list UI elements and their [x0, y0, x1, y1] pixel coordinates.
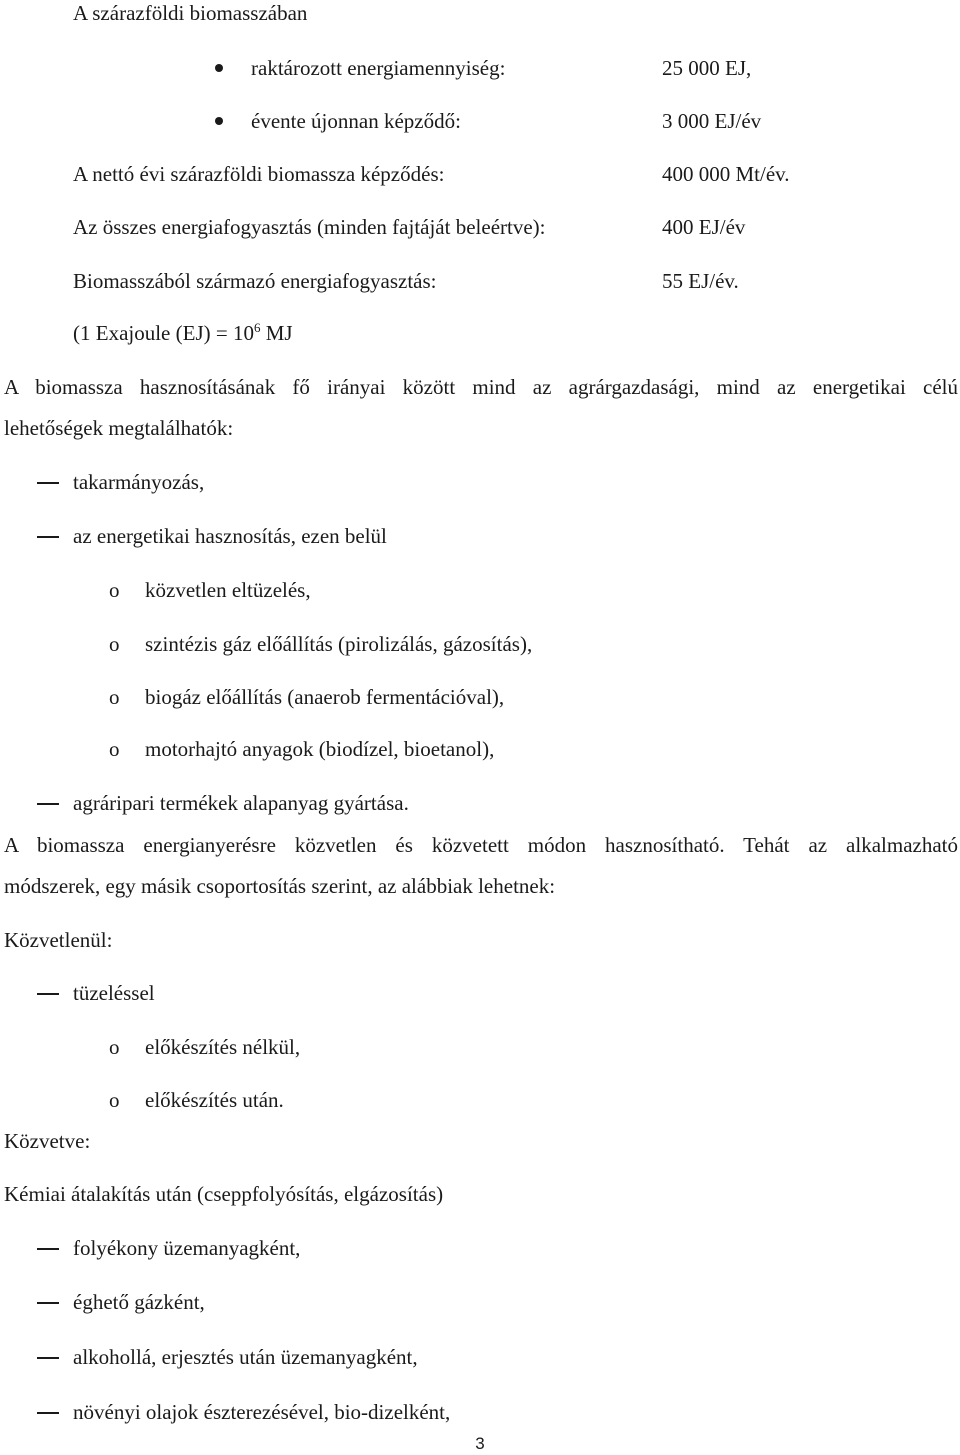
- direct-sub-item: előkészítés nélkül,: [145, 1035, 301, 1059]
- dash-icon: [37, 482, 59, 484]
- indirect-item: alkohollá, erjesztés után üzemanyagként,: [73, 1345, 418, 1369]
- stat-total-label: Az összes energiafogyasztás (minden fajtáját beleértve):: [73, 215, 546, 239]
- unit-note-exponent: 6: [253, 320, 261, 335]
- indirect-item: folyékony üzemanyagként,: [73, 1236, 301, 1260]
- indirect-item: éghető gázként,: [73, 1290, 205, 1314]
- circle-bullet-icon: o: [109, 737, 120, 761]
- indirect-item: növényi olajok észterezésével, bio-dizelként,: [73, 1400, 451, 1424]
- stat-bio-label: Biomasszából származó energiafogyasztás:: [73, 269, 437, 293]
- direct-item: tüzeléssel: [73, 981, 155, 1005]
- dash-icon: [37, 536, 59, 538]
- unit-note: [73, 320, 293, 346]
- bullet-icon: [215, 64, 223, 72]
- stat-bio-value: 55 EJ/év.: [662, 269, 739, 293]
- circle-bullet-icon: o: [109, 578, 120, 602]
- direct-sub-item: előkészítés után.: [145, 1088, 284, 1112]
- dash-icon: [37, 1357, 59, 1359]
- intro-heading: A szárazföldi biomasszában: [73, 1, 308, 25]
- use-item-energy: az energetikai hasznosítás, ezen belül: [73, 524, 387, 548]
- use-sub-item: motorhajtó anyagok (biodízel, bioetanol),: [145, 737, 495, 761]
- stat-annual-label: évente újonnan képződő:: [251, 109, 461, 133]
- bullet-icon: [215, 117, 223, 125]
- stat-annual-value: 3 000 EJ/év: [662, 109, 762, 133]
- stat-net-value: 400 000 Mt/év.: [662, 162, 790, 186]
- circle-bullet-icon: o: [109, 1035, 120, 1059]
- paragraph2-line1: A biomassza energianyerésre közvetlen és közvetett módon hasznosítható. Tehát az alkalmazható: [4, 833, 958, 857]
- paragraph1-line1: A biomassza hasznosításának fő irányai között mind az agrárgazdasági, mind az energetikai célú: [4, 375, 958, 399]
- circle-bullet-icon: o: [109, 632, 120, 656]
- use-sub-item: biogáz előállítás (anaerob fermentációval),: [145, 685, 505, 709]
- unit-note-prefix: (1 Exajoule (EJ) = 10: [73, 321, 254, 345]
- indirect-chem: Kémiai átalakítás után (cseppfolyósítás, elgázosítás): [4, 1182, 444, 1206]
- stat-total-value: 400 EJ/év: [662, 215, 746, 239]
- unit-note-suffix: MJ: [260, 321, 293, 345]
- use-sub-item: közvetlen eltüzelés,: [145, 578, 311, 602]
- use-item-agro: agráripari termékek alapanyag gyártása.: [73, 791, 409, 815]
- dash-icon: [37, 1302, 59, 1304]
- dash-icon: [37, 1412, 59, 1414]
- circle-bullet-icon: o: [109, 685, 120, 709]
- use-item-feed: takarmányozás,: [73, 470, 205, 494]
- stat-stored-value: 25 000 EJ,: [662, 56, 752, 80]
- indirect-heading: Közvetve:: [4, 1129, 91, 1153]
- page-number: 3: [475, 1434, 485, 1453]
- stat-stored-label: raktározott energiamennyiség:: [251, 56, 506, 80]
- paragraph2-line2: módszerek, egy másik csoportosítás szerint, az alábbiak lehetnek:: [4, 874, 556, 898]
- use-sub-item: szintézis gáz előállítás (pirolizálás, gázosítás),: [145, 632, 533, 656]
- dash-icon: [37, 993, 59, 995]
- circle-bullet-icon: o: [109, 1088, 120, 1112]
- dash-icon: [37, 803, 59, 805]
- dash-icon: [37, 1248, 59, 1250]
- paragraph1-line2: lehetőségek megtalálhatók:: [4, 416, 234, 440]
- direct-heading: Közvetlenül:: [4, 928, 113, 952]
- stat-net-label: A nettó évi szárazföldi biomassza képződés:: [73, 162, 445, 186]
